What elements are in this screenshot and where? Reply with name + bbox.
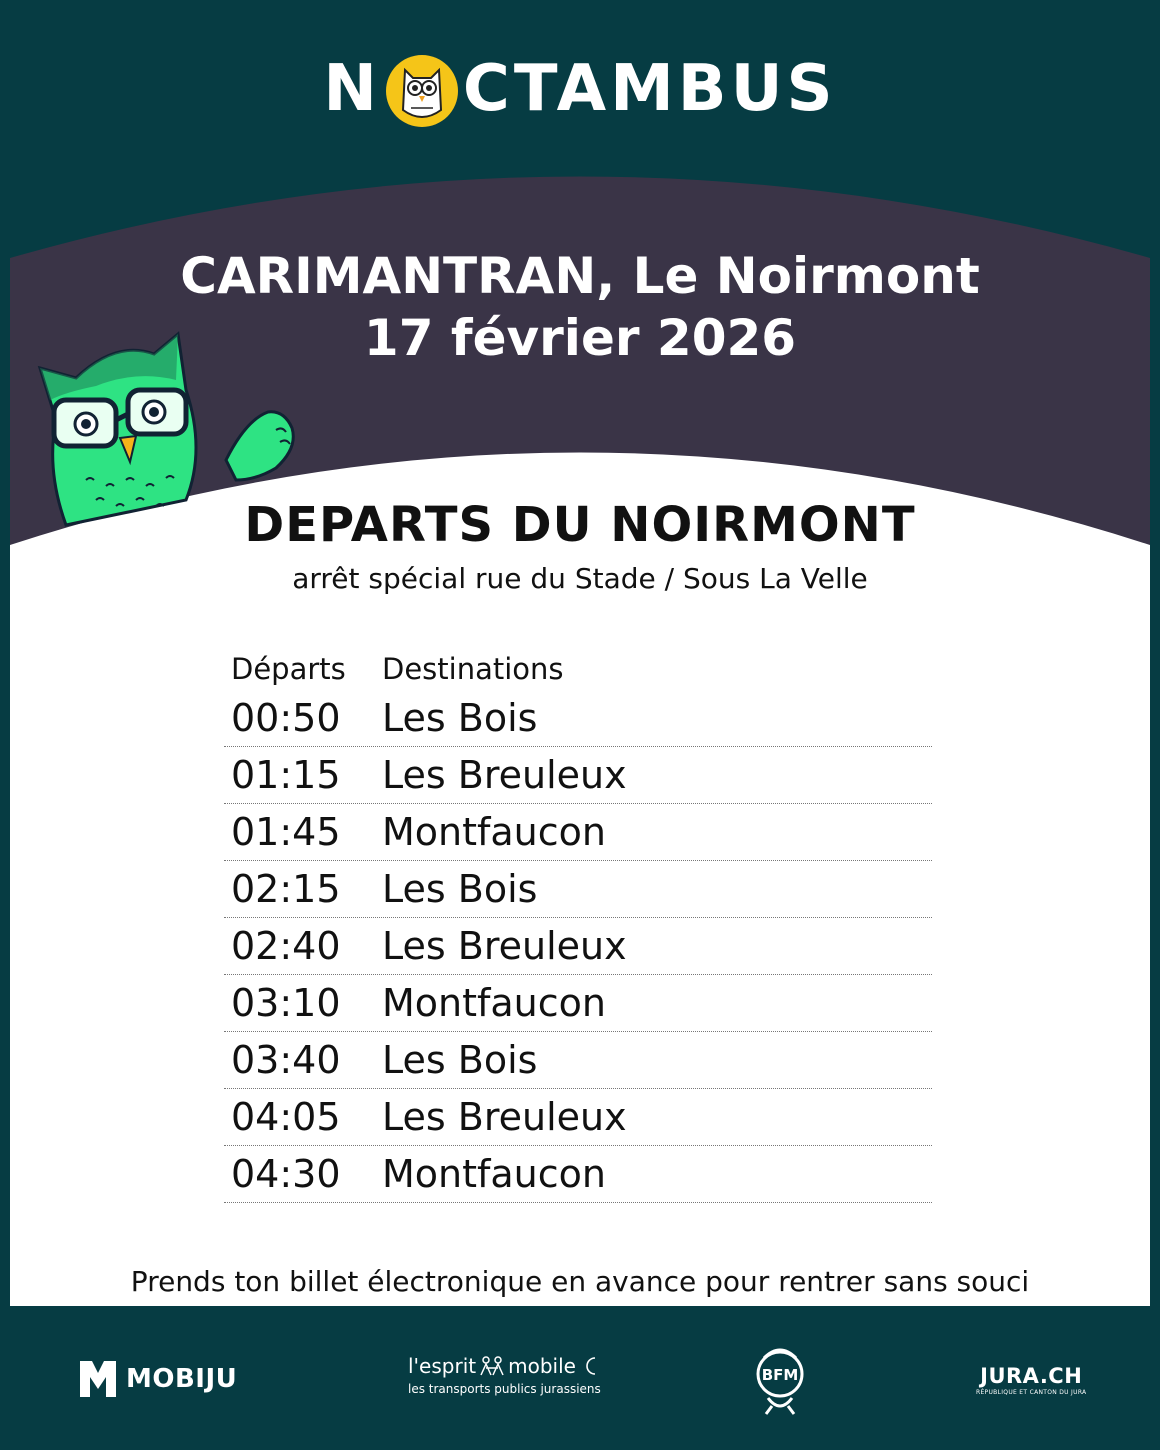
section-subtitle: arrêt spécial rue du Stade / Sous La Velle [292,562,868,595]
esprit-text-b: mobile [508,1354,576,1378]
destination: Les Breuleux [382,924,627,968]
noctambus-logo [0,52,1160,126]
bfm-text: BFM [761,1366,799,1384]
timetable-header [224,648,932,690]
event-name: CARIMANTRAN, Le Noirmont [180,247,980,305]
logo-text-left: N [323,52,381,126]
destination: Les Bois [382,696,538,740]
departure-time: 02:15 [231,867,341,911]
header-departures: Départs [231,652,346,686]
destination: Les Breuleux [382,753,627,797]
promo-text: Prends ton billet électronique en avance pour rentrer sans souci [130,1265,1030,1298]
table-row [224,1032,932,1089]
destination: Les Bois [382,1038,538,1082]
event-date: 17 février 2026 [363,309,797,367]
departure-time: 02:40 [231,924,341,968]
departure-time: 01:45 [231,810,341,854]
jura-text: JURA.CH [980,1364,1083,1388]
header-destinations: Destinations [382,652,564,686]
mobiju-text: MOBIJU [126,1364,238,1394]
departure-time: 00:50 [231,696,341,740]
section-title: DEPARTS DU NOIRMONT [244,497,916,553]
table-row [224,861,932,918]
table-row [224,1089,932,1146]
destination: Montfaucon [382,1152,606,1196]
people-icon [479,1356,505,1376]
destination: Montfaucon [382,981,606,1025]
owl-logo-icon [385,54,459,128]
esprit-mobile-logo [408,1354,602,1396]
destination: Montfaucon [382,810,606,854]
table-row [224,804,932,861]
table-row [224,690,932,747]
departure-time: 03:40 [231,1038,341,1082]
departure-time: 01:15 [231,753,341,797]
jura-logo [976,1364,1086,1396]
footer [0,1306,1160,1450]
departure-time: 04:05 [231,1095,341,1139]
table-row [224,1146,932,1203]
destination: Les Bois [382,867,538,911]
table-row [224,918,932,975]
mobiju-logo [78,1359,237,1399]
logo-text-right: CTAMBUS [462,52,837,126]
moon-icon [582,1356,602,1376]
bfm-logo [752,1344,808,1416]
departure-time: 04:30 [231,1152,341,1196]
destination: Les Breuleux [382,1095,627,1139]
table-row [224,747,932,804]
esprit-text-a: l'esprit [408,1354,477,1378]
esprit-tagline: les transports publics jurassiens [408,1382,601,1396]
jura-tagline: RÉPUBLIQUE ET CANTON DU JURA [976,1389,1087,1396]
mobiju-mark-icon [78,1359,118,1399]
departure-time: 03:10 [231,981,341,1025]
table-row [224,975,932,1032]
timetable [224,648,932,1203]
